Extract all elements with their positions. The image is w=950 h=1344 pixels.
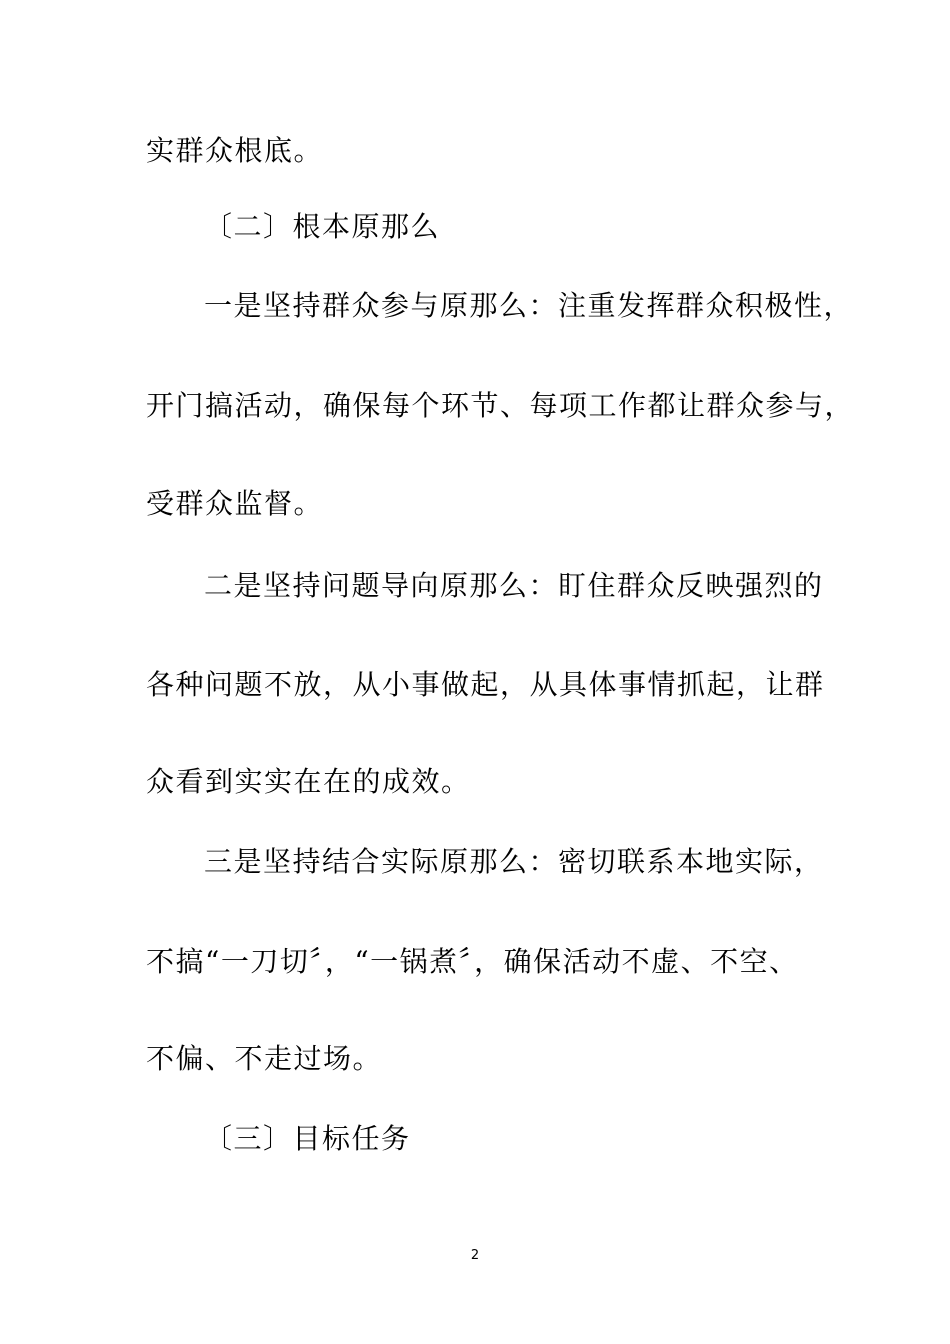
text-line: 开门搞活动，确保每个环节、每项工作都让群众参与， xyxy=(146,389,855,422)
text-line: 三是坚持结合实际原那么：密切联系本地实际， xyxy=(204,845,824,878)
section-heading: 〔二〕根本原那么 xyxy=(204,210,441,243)
section-heading: 〔三〕目标任务 xyxy=(204,1122,411,1155)
text-line: 各种问题不放，从小事做起，从具体事情抓起，让群 xyxy=(146,668,825,701)
text-line: 不偏、不走过场。 xyxy=(146,1042,383,1075)
text-line: 受群众监督。 xyxy=(146,487,324,520)
text-line: 不搞“一刀切〞，“一锅煮〞，确保活动不虚、不空、 xyxy=(146,945,799,978)
text-line: 一是坚持群众参与原那么：注重发挥群众积极性， xyxy=(204,289,854,322)
page-number: 2 xyxy=(470,1248,480,1263)
text-line: 实群众根底。 xyxy=(146,134,324,167)
text-line: 二是坚持问题导向原那么：盯住群众反映强烈的 xyxy=(204,569,824,602)
text-line: 众看到实实在在的成效。 xyxy=(146,765,471,798)
